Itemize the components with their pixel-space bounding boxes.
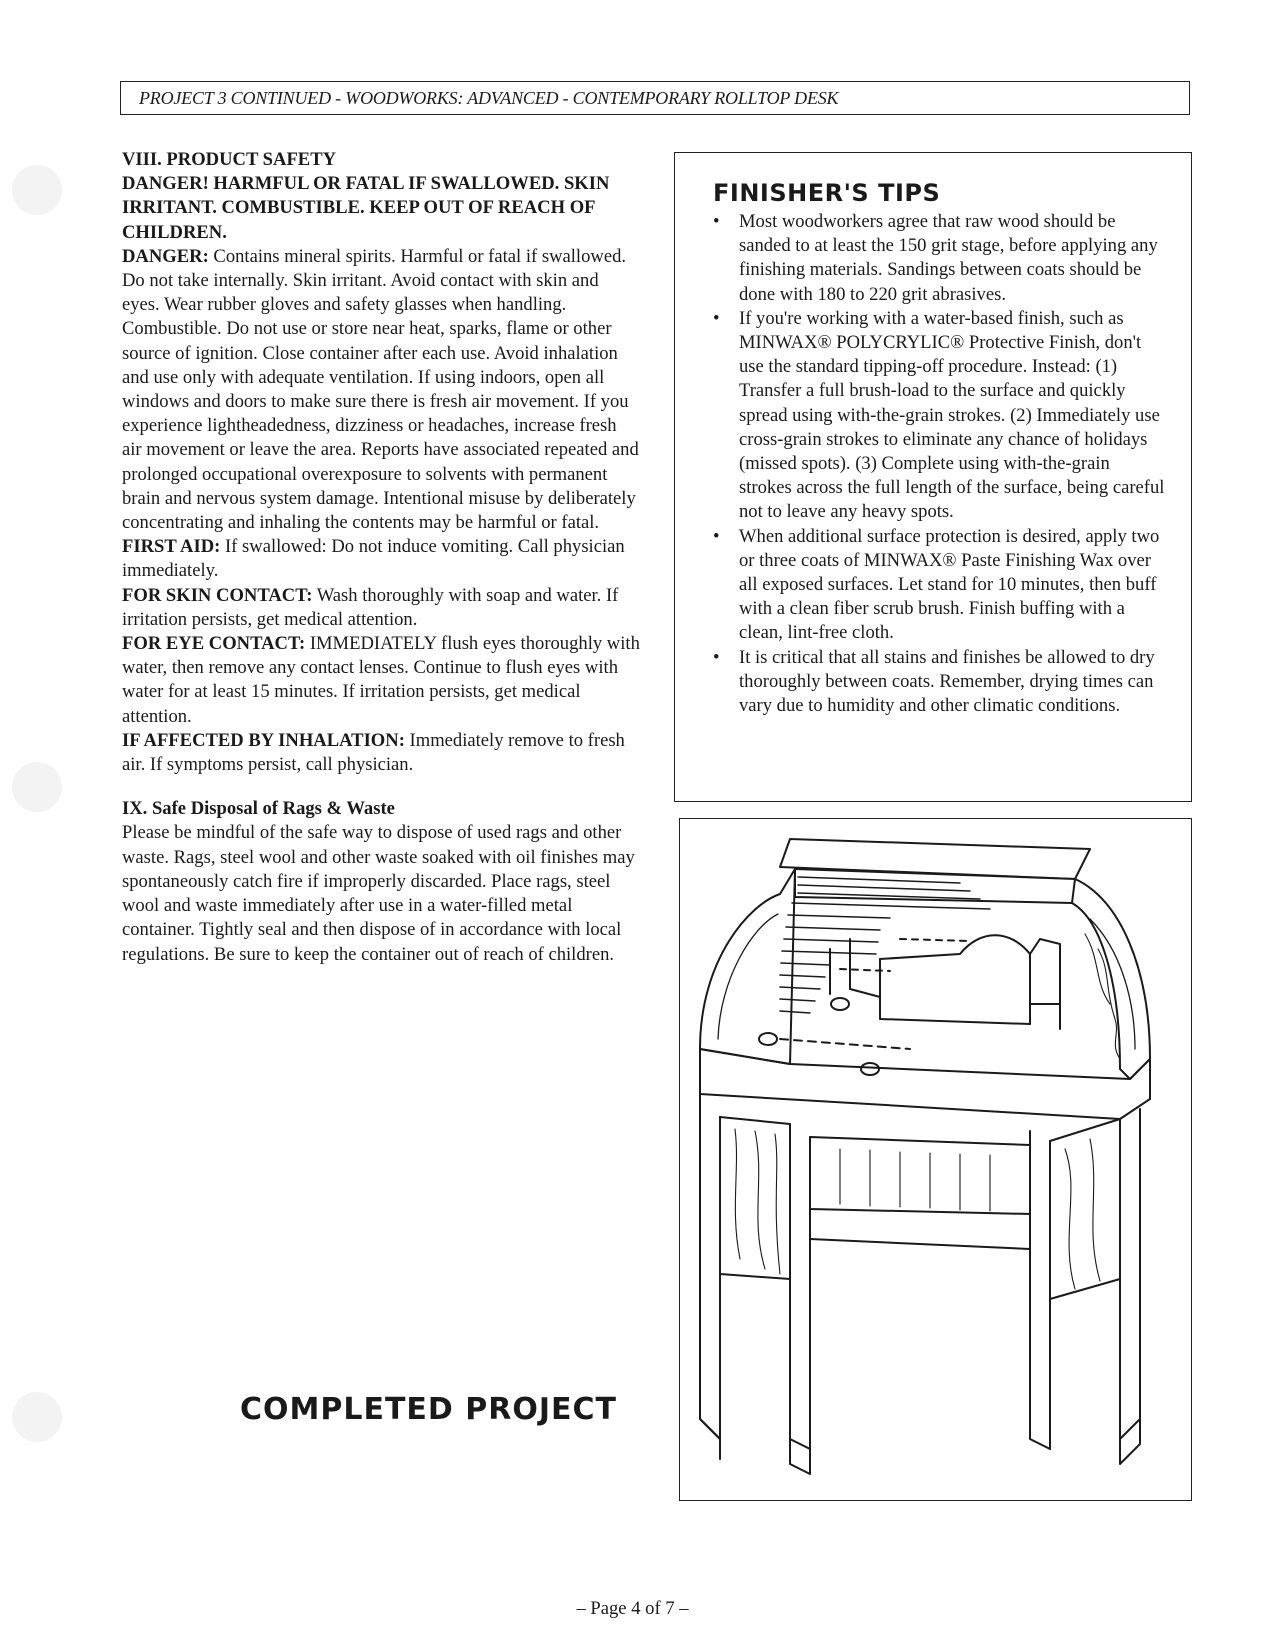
illustration-box (679, 818, 1192, 1501)
disposal-text: Please be mindful of the safe way to dispose of used rags and other waste. Rags, steel wool and other waste soaked with oil finishes may spontaneously catch fire if improperly discarded. Place rags, steel wool and waste immediately after use in a water-filled metal container. Tightly seal and then dispose of in accordance with local regulations. Be sure to keep the container out of reach of children. (122, 822, 635, 965)
binder-hole-bottom (12, 1392, 62, 1442)
product-safety-heading: VIII. PRODUCT SAFETY (122, 149, 337, 170)
first-aid-label: FIRST AID: (122, 536, 221, 558)
page-header (120, 81, 1190, 115)
eye-contact-paragraph (122, 632, 640, 729)
finishers-tips-title: FINISHER'S TIPS (713, 179, 941, 207)
left-column (122, 148, 640, 967)
tip-item: • When additional surface protection is desired, apply two or three coats of MINWAX® Paste Finishing Wax over all exposed surfaces. Let stand for 10 minutes, then buff with a clean fiber scrub brush. Finish buffing with a clean, lint-free cloth. (713, 525, 1167, 646)
skin-contact-text: Wash thoroughly with soap and water. If irritation persists, get medical attention. (122, 584, 619, 630)
binder-hole-top (12, 165, 62, 215)
disposal-heading: IX. Safe Disposal of Rags & Waste (122, 798, 395, 820)
inhalation-label: IF AFFECTED BY INHALATION: (122, 729, 405, 751)
tip-item: • Most woodworkers agree that raw wood should be sanded to at least the 150 grit stage, before applying any finishing materials. Sandings between coats should be done with 180 to 220 grit abrasives. (713, 210, 1167, 307)
inhalation-paragraph (122, 729, 640, 777)
danger-text: Contains mineral spirits. Harmful or fatal if swallowed. Do not take internally. Skin irritant. Avoid contact with skin and eyes. Wear rubber gloves and safety glasses when handling. Combustible. Do not use or store near heat, sparks, flame or other source of ignition. Close container after each use. Avoid inhalation and use only with adequate ventilation. If using indoors, open all windows and doors to make sure there is fresh air movement. If you experience lightheadedness, dizziness or headaches, increase fresh air movement or leave the area. Reports have associated repeated and prolonged occupational overexposure to solvents with permanent brain and nervous system damage. Intentional misuse by deliberately concentrating and inhaling the contents may be harmful or fatal. (122, 245, 639, 534)
first-aid-text: If swallowed: Do not induce vomiting. Call physician immediately. (122, 536, 625, 582)
danger-label: DANGER: (122, 245, 209, 267)
eye-contact-label: FOR EYE CONTACT: (122, 633, 306, 655)
page-number: – Page 4 of 7 – (576, 1598, 689, 1619)
disposal-section (122, 797, 640, 966)
completed-project-label: COMPLETED PROJECT (240, 1392, 617, 1427)
danger-warning: DANGER! HARMFUL OR FATAL IF SWALLOWED. SKIN IRRITANT. COMBUSTIBLE. KEEP OUT OF REACH OF CHILDREN. (122, 173, 610, 243)
danger-paragraph (122, 245, 640, 535)
tip-item: • If you're working with a water-based finish, such as MINWAX® POLYCRYLIC® Protective Finish, don't use the standard tipping-off procedure. Instead: (1) Transfer a full brush-load to the surface and quickly spread using with-the-grain strokes. (2) Immediately use cross-grain strokes to eliminate any chance of holidays (missed spots). (3) Complete using with-the-grain strokes across the full length of the surface, being careful not to leave any heavy spots. (713, 307, 1167, 525)
skin-contact-paragraph (122, 584, 640, 632)
binder-hole-middle (12, 762, 62, 812)
inhalation-text: Immediately remove to fresh air. If symptoms persist, call physician. (122, 729, 625, 776)
page-header-title: PROJECT 3 CONTINUED - WOODWORKS: ADVANCED - CONTEMPORARY ROLLTOP DESK (139, 87, 839, 108)
finishers-tips-box (674, 152, 1192, 802)
rolltop-desk-illustration (680, 819, 1190, 1499)
tip-item: • It is critical that all stains and finishes be allowed to dry thoroughly between coats. Remember, drying times can vary due to humidity and other climatic conditions. (713, 646, 1167, 719)
skin-contact-label: FOR SKIN CONTACT: (122, 584, 313, 606)
eye-contact-text: IMMEDIATELY flush eyes thoroughly with water, then remove any contact lenses. Continue to flush eyes with water for at least 15 minutes. If irritation persists, get medical attention. (122, 633, 640, 727)
first-aid-paragraph (122, 535, 640, 583)
finishers-tips-list (713, 210, 1167, 718)
